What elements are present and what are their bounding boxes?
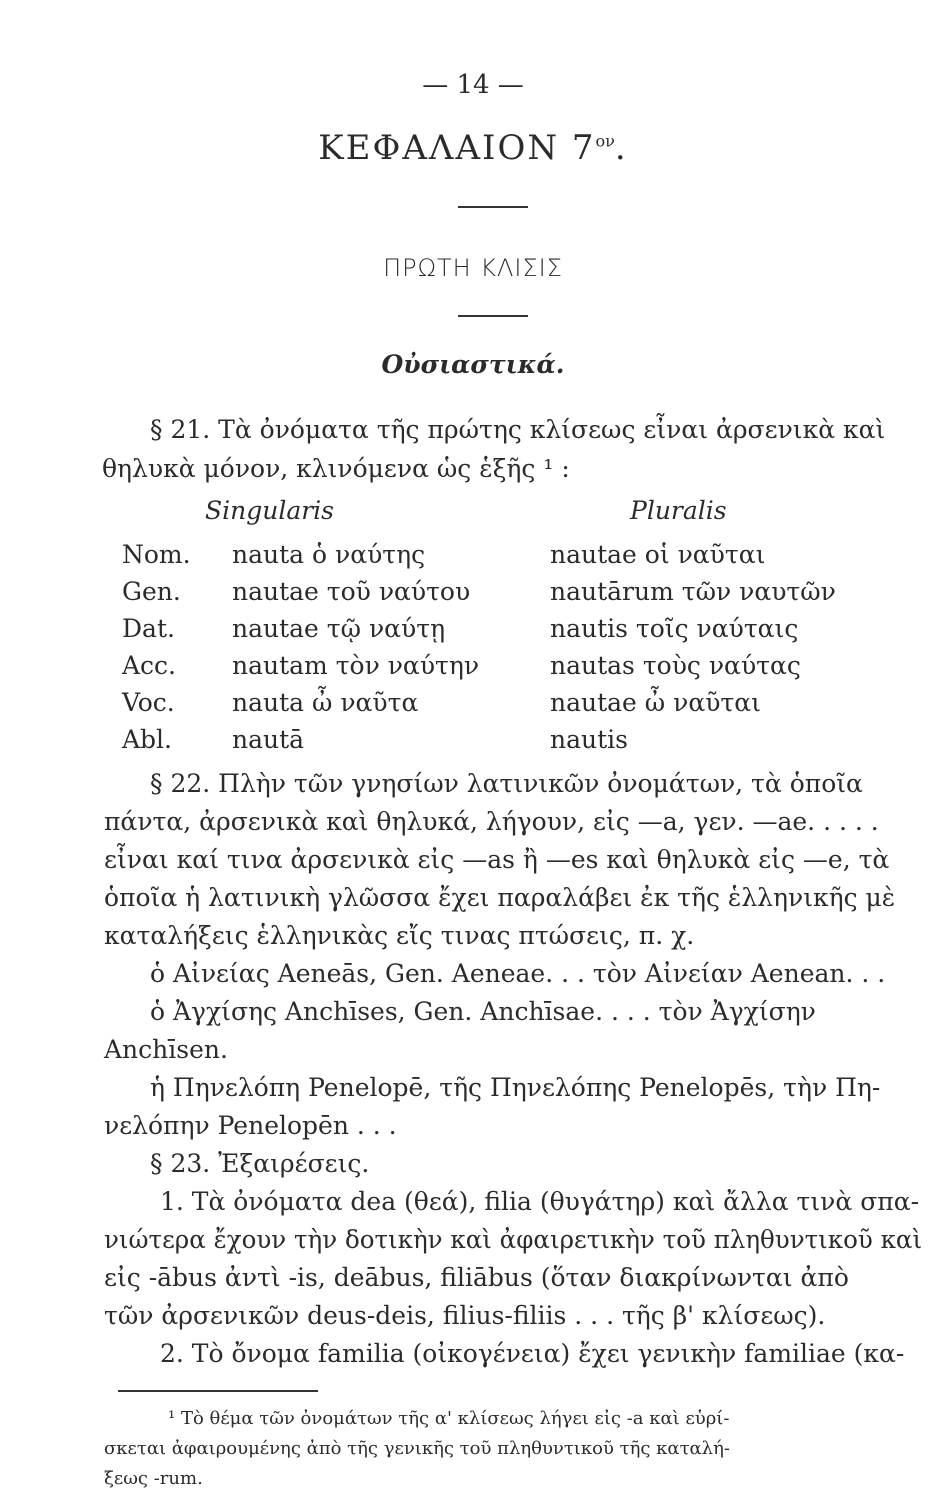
plural-form: nautas τοὺς ναύτας [550, 651, 801, 680]
case-label: Nom. [122, 540, 191, 569]
divider-rule [458, 315, 528, 317]
text-line: πάντα, ἀρσενικὰ καὶ θηλυκά, λήγουν, εἰς —a, γεν. —ae. . . . . [104, 807, 879, 836]
footnote-line: ξεως -rum. [104, 1468, 203, 1489]
section-title: ΠΡΩΤΗ ΚΛΙΣΙΣ [383, 254, 563, 282]
text-line: εἶναι καί τινα ἀρσενικὰ εἰς —as ἢ —es καὶ θηλυκὰ εἰς —e, τὰ [104, 845, 890, 874]
column-header-singular: Singularis [205, 496, 335, 525]
singular-form: nautā [232, 725, 305, 754]
footnote-rule [118, 1390, 318, 1392]
text-line: § 22. Πλὴν τῶν γνησίων λατινικῶν ὀνομάτων, τὰ ὁποῖα [150, 769, 863, 798]
divider-rule [458, 206, 528, 208]
singular-form: nauta ὁ ναύτης [232, 540, 426, 569]
plural-form: nautae ὦ ναῦται [550, 688, 761, 717]
case-label: Gen. [122, 577, 181, 606]
plural-form: nautis [550, 725, 628, 754]
plural-form: nautārum τῶν ναυτῶν [550, 577, 836, 606]
section-heading: § 23. Ἐξαιρέσεις. [150, 1149, 370, 1178]
chapter-title [0, 128, 946, 168]
text-line: εἰς -ābus ἀντὶ -is, deābus, filiābus (ὅταν διακρίνωνται ἀπὸ [104, 1263, 849, 1292]
subtitle: Οὐσιαστικά. [381, 350, 565, 379]
text-line: 2. Τὸ ὄνομα familia (οἰκογένεια) ἔχει γενικὴν familiae (κα- [160, 1339, 905, 1368]
text-line: θηλυκὰ μόνον, κλινόμενα ὡς ἑξῆς ¹ : [102, 454, 570, 483]
singular-form: nautae τοῦ ναύτου [232, 577, 471, 606]
text-line: Anchīsen. [104, 1035, 228, 1064]
plural-form: nautis τοῖς ναύταις [550, 614, 799, 643]
text-line: 1. Τὰ ὀνόματα dea (θεά), filia (θυγάτηρ) καὶ ἄλλα τινὰ σπα- [160, 1187, 920, 1216]
text-line: ὁποῖα ἡ λατινικὴ γλῶσσα ἔχει παραλάβει ἐκ τῆς ἑλληνικῆς μὲ [104, 883, 896, 912]
text-line: ὁ Ἀγχίσης Anchīses, Gen. Anchīsae. . . . τὸν Ἀγχίσην [150, 997, 816, 1026]
text-line: νιώτερα ἔχουν τὴν δοτικὴν καὶ ἀφαιρετικὴν τοῦ πληθυντικοῦ καὶ [104, 1225, 923, 1254]
case-label: Voc. [122, 688, 175, 717]
text-line: νελόπην Penelopēn . . . [104, 1111, 397, 1140]
text-line: ἡ Πηνελόπη Penelopē, τῆς Πηνελόπης Penelopēs, τὴν Πη- [150, 1073, 881, 1102]
case-label: Abl. [122, 725, 172, 754]
column-header-plural: Pluralis [630, 496, 727, 525]
chapter-title-text: ΚΕΦΑΛΑΙΟΝ 7 [318, 128, 596, 168]
singular-form: nauta ὦ ναῦτα [232, 688, 419, 717]
singular-form: nautae τῷ ναύτῃ [232, 614, 446, 643]
text-line: § 21. Τὰ ὀνόματα τῆς πρώτης κλίσεως εἶναι ἀρσενικὰ καὶ [150, 415, 886, 444]
text-line: τῶν ἀρσενικῶν deus-deis, filius-filiis . . . τῆς β' κλίσεως). [104, 1301, 826, 1330]
chapter-title-dot: . [614, 128, 628, 168]
footnote-line: ¹ Τὸ θέμα τῶν ὀνομάτων τῆς α' κλίσεως λήγει εἰς -a καὶ εὑρί- [168, 1408, 730, 1429]
page-number: — 14 — [422, 70, 524, 100]
singular-form: nautam τὸν ναύτην [232, 651, 480, 680]
plural-form: nautae οἱ ναῦται [550, 540, 766, 569]
case-label: Dat. [122, 614, 175, 643]
text-line: ὁ Αἰνείας Aeneās, Gen. Aeneae. . . τὸν Αἰνείαν Aenean. . . [150, 959, 886, 988]
case-label: Acc. [122, 651, 177, 680]
footnote-line: σκεται ἀφαιρουμένης ἀπὸ τῆς γενικῆς τοῦ πληθυντικοῦ τῆς καταλή- [104, 1438, 730, 1459]
text-line: καταλήξεις ἑλληνικὰς εἴς τινας πτώσεις, π. χ. [104, 921, 695, 950]
chapter-title-sup: ον [595, 131, 615, 151]
